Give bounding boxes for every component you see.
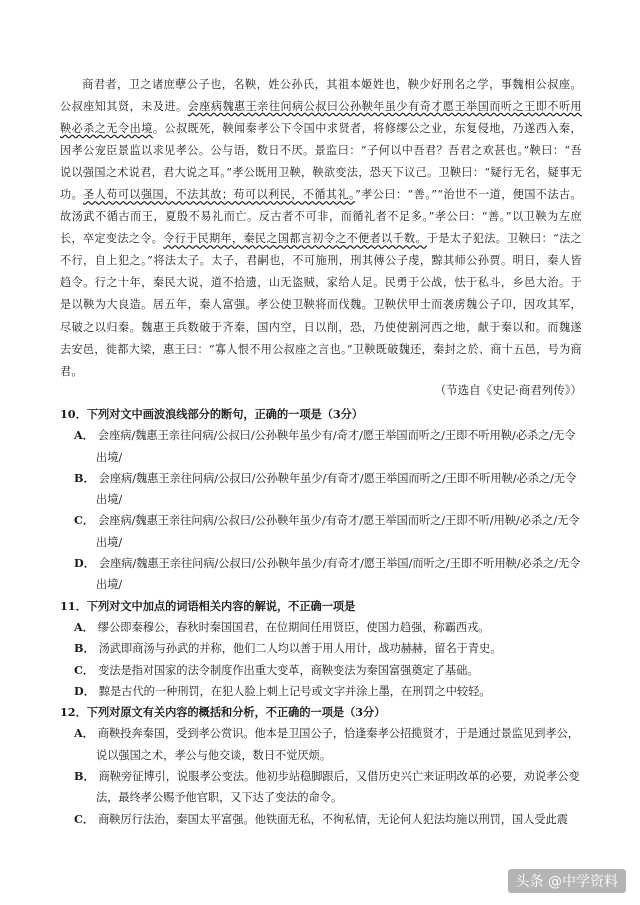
question-10-stem: 10．下列对文中画波浪线部分的断句，正确的一项是（3分） <box>60 407 364 421</box>
underlined-sentence: 令行于民期年，秦民之国都言初令之不便者以千数。 <box>163 232 427 246</box>
underlined-sentence: 圣人苟可以强国，不法其故；苟可以利民，不循其礼。 <box>83 188 356 202</box>
passage-text: 商君者，卫之诸庶孽公子也，名鞅，姓公孙氏，其祖本姬姓也，鞅少好刑名之学，事魏相公叔座。公叔座知其贤，未及进。 <box>60 78 582 114</box>
question-12-stem: 12．下列对原文有关内容的概括和分析，不正确的一项是（3分） <box>60 705 386 720</box>
passage-source: （节选自《史记·商君列传》） <box>434 383 582 397</box>
option-letter: C． <box>74 811 95 826</box>
option-text: 商鞅厉行法治，秦国太平富强。他铁面无私，不徇私情，无论何人犯法均施以刑罚，国人受此震 <box>98 812 568 826</box>
option-text: 商鞅投奔秦国，受到孝公赏识。他本是卫国公子，恰逢秦孝公招揽贤才，于是通过景监见到孝公，说以强国之术，孝公与他交谈，数日不觉厌烦。 <box>96 727 579 762</box>
option-letter: A． <box>74 619 94 634</box>
question-10-option-d <box>60 553 584 596</box>
option-letter: D． <box>74 556 95 571</box>
passage-text: 于是太子犯法。卫鞅曰：“法之不行，自上犯之。”将法太子。太子，君嗣也，不可施刑，刑其傅公子虔，黥其师公孙贾。明日，秦人皆趋令。行之十年，秦民大说，道不拾遗，山无盗贼，家给人足。民勇于公战，怯于私斗，乡邑大治。于是以鞅为大良造。居五年，秦人富强。孝公使卫鞅将而伐魏。卫鞅伏甲士而袭虏魏公子卬，因攻其军，尽破之以归秦。魏惠王兵数破于齐秦，国内空，日以削，恐，乃使使割河西之地，献于秦以和。而魏遂去安邑，徙都大梁，惠王曰：“寡人恨不用公叔座之言也。”卫鞅既破魏还，秦封之於、商十五邑，号为商君。 <box>60 232 582 378</box>
option-letter: B． <box>74 470 95 485</box>
watermark-label: 头条 @中学资料 <box>508 869 626 893</box>
option-text: 会座病/魏惠王亲往问病/公叔曰/公孙鞅年虽少/有奇才/愿王举国/而听之/王即不听用鞅/必杀之/无令出境/ <box>96 557 581 592</box>
option-letter: C． <box>74 513 95 528</box>
question-12-option-b <box>60 766 584 809</box>
option-text: 会座病/魏惠王亲往问病/公叔曰/公孙鞅年虽少有/奇才/愿王举国而听之/王即不听用鞅/必杀之/无令出境/ <box>96 429 576 464</box>
classical-passage <box>60 74 582 383</box>
question-12-option-c <box>60 809 584 830</box>
wavy-underlined-sentence: 会座病魏惠王亲往问病公叔曰公孙鞅年虽少有奇才愿王举国而听之王即不听用鞅必杀之无令出境 <box>60 100 582 136</box>
option-text: 黥是古代的一种刑罚，在犯人脸上刺上记号或文字并涂上墨，在刑罚之中较轻。 <box>98 684 491 698</box>
option-letter: B． <box>74 641 95 656</box>
option-text: 缪公即秦穆公，春秋时秦国国君，在位期间任用贤臣，使国力趋强，称霸西戎。 <box>97 620 490 634</box>
option-text: 变法是指对国家的法令制度作出重大变革，商鞅变法为秦国富强奠定了基础。 <box>98 663 479 677</box>
question-10-option-b <box>60 468 584 511</box>
question-10-option-a <box>60 425 584 468</box>
question-11-stem: 11．下列对文中加点的词语相关内容的解说，不正确一项是 <box>60 598 356 613</box>
passage-paragraph <box>60 74 582 383</box>
passage-text: ”孝公曰：“善。”“治世不一道，便国不法古。故汤武不循古而王，夏殷不易礼而亡。反古者不可非，而循礼者不足多。”孝公曰：“善。”以卫鞅为左庶长，卒定变法之令。 <box>60 188 583 246</box>
question-10-option-c <box>60 510 584 553</box>
question-12-option-a <box>60 723 584 766</box>
question-11-option-b <box>60 638 584 659</box>
option-letter: B． <box>74 769 95 784</box>
option-letter: A． <box>74 726 94 741</box>
option-text: 会座病/魏惠王亲往问病/公叔曰/公孙鞅年虽少/有奇才/愿王举国而听之/王即不听用鞅/必杀之/无令出境/ <box>96 471 577 507</box>
question-11-option-a <box>60 617 584 638</box>
option-letter: A． <box>74 428 94 443</box>
option-text: 会座病/魏惠王亲往问病/公叔曰/公孙鞅年虽少/有奇才/愿王举国而听之/王即不听/用鞅/必杀之/无令出境/ <box>96 514 580 549</box>
option-text: 商鞅旁征博引，说服孝公变法。他初步站稳脚跟后，又借历史兴亡来证明改革的必要，劝说孝公变法，最终孝公赐予他官职，又下达了变法的命令。 <box>96 770 580 805</box>
questions-section <box>60 404 584 830</box>
passage-text: 。公叔既死，鞅闻秦孝公下令国中求贤者，将修缪公之业，东复侵地，乃遂西入秦，因孝公宠臣景监以求见孝公。公与语，数日不厌。景监曰：“子何以中吾君？吾君之欢甚也。”鞅曰：“吾说以强国之术说君，君大说之耳。”孝公既用卫鞅，鞅欲变法，恐天下议己。卫鞅曰：“疑行无名，疑事无功。 <box>60 122 582 202</box>
option-letter: D． <box>74 683 95 698</box>
question-11-option-c <box>60 660 584 681</box>
option-text: 汤武即商汤与孙武的并称，他们二人均以善于用人用计，战功赫赫，留名于青史。 <box>98 642 502 656</box>
question-11-option-d <box>60 681 584 702</box>
option-letter: C． <box>74 662 95 677</box>
